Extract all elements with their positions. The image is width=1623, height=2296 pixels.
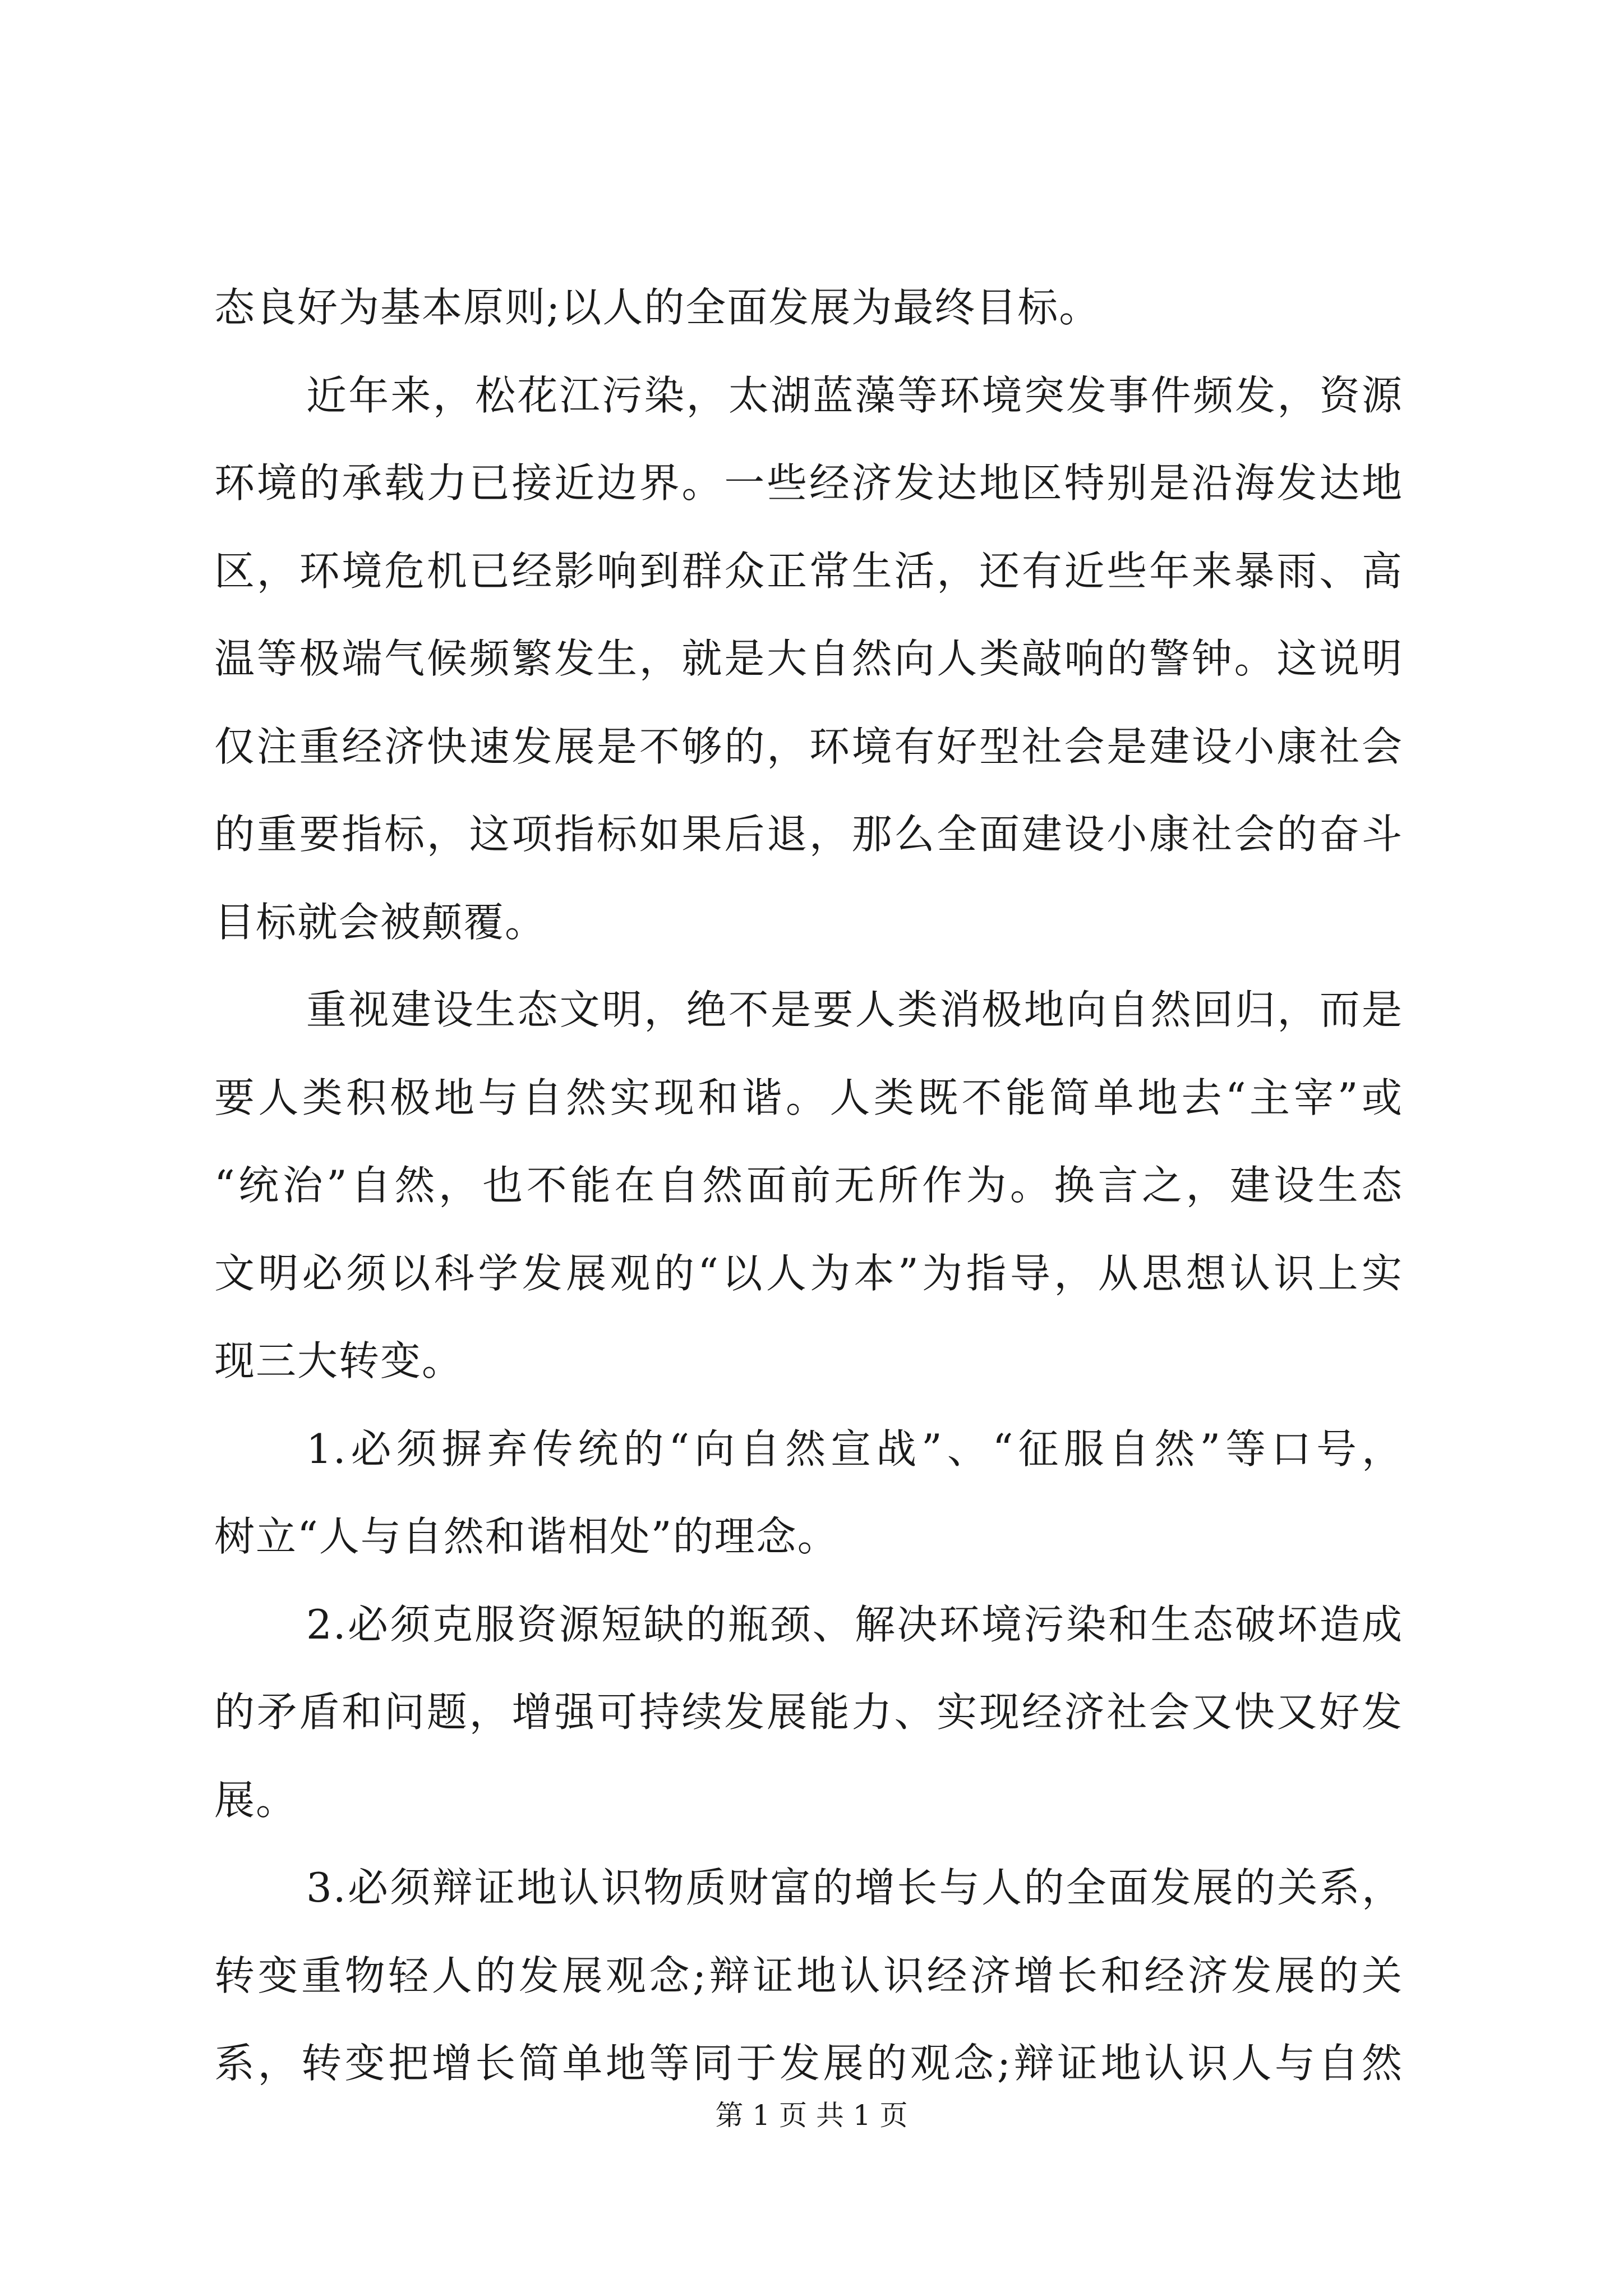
page-number-footer: 第 1 页 共 1 页	[715, 2099, 908, 2132]
text-line: 转变重物轻人的发展观念;辩证地认识经济增长和经济发展的关	[214, 1952, 1403, 1999]
text-line: 近年来，松花江污染，太湖蓝藻等环境突发事件频发，资源	[306, 371, 1403, 419]
document-body	[214, 264, 1403, 2108]
text-line: 区，环境危机已经影响到群众正常生活，还有近些年来暴雨、高	[214, 547, 1403, 595]
text-line: 态良好为基本原则;以人的全面发展为最终目标。	[214, 284, 1101, 331]
text-line: 树立“人与自然和谐相处”的理念。	[214, 1513, 839, 1560]
text-line: “统治”自然，也不能在自然面前无所作为。换言之，建设生态	[214, 1162, 1403, 1209]
text-line: 文明必须以科学发展观的“以人为本”为指导，从思想认识上实	[214, 1249, 1403, 1297]
text-line: 要人类积极地与自然实现和谐。人类既不能简单地去“主宰”或	[214, 1074, 1403, 1121]
text-line: 温等极端气候频繁发生，就是大自然向人类敲响的警钟。这说明	[214, 635, 1403, 682]
text-line: 环境的承载力已接近边界。一些经济发达地区特别是沿海发达地	[214, 459, 1403, 507]
text-line: 目标就会被颠覆。	[214, 898, 547, 946]
text-line: 的重要指标，这项指标如果后退，那么全面建设小康社会的奋斗	[214, 811, 1403, 858]
text-line: 展。	[214, 1776, 298, 1824]
list-item-3: 3.必须辩证地认识物质财富的增长与人的全面发展的关系，	[306, 1864, 1403, 1911]
text-line: 的矛盾和问题，增强可持续发展能力、实现经济社会又快又好发	[214, 1688, 1403, 1736]
text-line: 现三大转变。	[214, 1337, 464, 1384]
text-line: 系，转变把增长简单地等同于发展的观念;辩证地认识人与自然	[214, 2040, 1403, 2087]
text-line: 仅注重经济快速发展是不够的，环境有好型社会是建设小康社会	[214, 723, 1403, 770]
list-item-2: 2.必须克服资源短缺的瓶颈、解决环境污染和生态破坏造成	[306, 1600, 1403, 1648]
text-line: 重视建设生态文明，绝不是要人类消极地向自然回归，而是	[306, 986, 1403, 1033]
list-item-1: 1.必须摒弃传统的“向自然宣战”、“征服自然”等口号，	[306, 1425, 1403, 1473]
